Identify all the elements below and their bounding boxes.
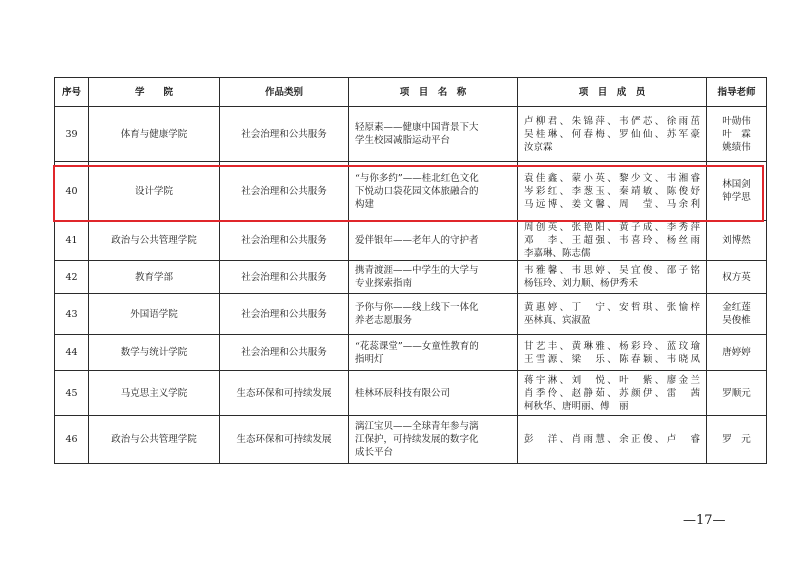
row-college: 教育学部	[89, 261, 220, 294]
advisor-line: 罗顺元	[722, 387, 751, 399]
advisor-line: 罗 元	[722, 434, 751, 445]
table-row-highlighted	[55, 162, 767, 221]
header-college: 学 院	[89, 78, 220, 107]
row-number: 39	[55, 107, 89, 162]
advisor-line: 权方英	[722, 271, 751, 283]
members-line: 周创英、张艳阳、黄子成、李秀萍	[524, 222, 700, 233]
advisor-line: 吴俊椎	[722, 315, 751, 326]
members-line: 吴桂琳、何春梅、罗仙仙、苏军豪	[524, 128, 700, 140]
row-number: 44	[55, 335, 89, 371]
project-line: 养老志愿服务	[355, 315, 413, 326]
row-category: 社会治理和公共服务	[220, 221, 349, 261]
row-college: 体育与健康学院	[89, 107, 220, 162]
row-project	[349, 221, 518, 261]
members-line: 卢柳君、朱锦萍、韦俨芯、徐雨茁	[524, 115, 700, 127]
members-line: 巫林真、宾淑盈	[524, 315, 591, 326]
row-college: 数学与统计学院	[89, 335, 220, 371]
members-line: 甘艺丰、黄琳雅、杨彩玲、蓝玟瑜	[524, 340, 700, 352]
row-members	[518, 371, 707, 416]
advisor-line: 刘博然	[722, 235, 751, 246]
project-line: 漓江宝贝——全球青年参与漓	[355, 421, 479, 432]
row-advisor	[707, 261, 767, 294]
project-line: 爱伴银年——老年人的守护者	[355, 235, 479, 246]
table-row	[55, 335, 767, 371]
row-number: 42	[55, 261, 89, 294]
members-line: 杨钰玲、刘力顺、杨伊秀禾	[524, 278, 639, 289]
row-members	[518, 416, 707, 464]
project-line: 成长平台	[355, 447, 394, 458]
row-number: 41	[55, 221, 89, 261]
row-members	[518, 221, 707, 261]
row-category: 社会治理和公共服务	[220, 294, 349, 335]
page-number: —17—	[683, 513, 726, 528]
members-line: 彭 洋、肖雨慧、余正俊、卢 睿	[524, 434, 700, 445]
advisor-line: 姚绩伟	[722, 141, 751, 153]
project-line: 专业探索指南	[355, 278, 413, 289]
advisor-line: 林国剑	[722, 179, 751, 190]
row-category: 生态环保和可持续发展	[220, 416, 349, 464]
project-line: 指明灯	[355, 353, 384, 365]
members-line: 韦雅馨、韦思婷、吴宜俊、邵子铭	[524, 265, 700, 276]
project-line: 桂林环辰科技有限公司	[355, 387, 451, 399]
header-category: 作品类别	[220, 78, 349, 107]
row-project	[349, 416, 518, 464]
table-row	[55, 294, 767, 335]
advisor-line: 唐婷婷	[722, 347, 751, 358]
row-category: 社会治理和公共服务	[220, 162, 349, 221]
project-line: 下悦动口袋花园文体旅融合的	[355, 185, 479, 197]
members-line: 袁佳鑫、蒙小英、黎少文、韦湘睿	[524, 172, 700, 184]
table-row	[55, 261, 767, 294]
row-category: 社会治理和公共服务	[220, 335, 349, 371]
project-line: “与你多约”——桂北红色文化	[355, 172, 479, 184]
results-table	[54, 77, 767, 464]
project-line: 携青渡涯——中学生的大学与	[355, 265, 479, 276]
row-members	[518, 162, 707, 221]
header-advisor: 指导老师	[707, 78, 767, 107]
project-line: “花蕊课堂”——女童性教育的	[355, 340, 479, 352]
project-line: 予你与你——线上线下一体化	[355, 302, 479, 313]
row-category: 社会治理和公共服务	[220, 107, 349, 162]
row-number: 40	[55, 162, 89, 221]
row-number: 46	[55, 416, 89, 464]
table-row	[55, 371, 767, 416]
project-line: 轻原素——健康中国背景下大	[355, 122, 479, 133]
table-header-row	[55, 78, 767, 107]
advisor-line: 钟学思	[722, 192, 751, 203]
row-advisor	[707, 416, 767, 464]
row-college: 马克思主义学院	[89, 371, 220, 416]
header-number: 序号	[55, 78, 89, 107]
row-project	[349, 294, 518, 335]
advisor-line: 金红莲	[722, 302, 751, 313]
row-advisor	[707, 335, 767, 371]
table-row	[55, 416, 767, 464]
row-category: 社会治理和公共服务	[220, 261, 349, 294]
row-project	[349, 371, 518, 416]
project-line: 学生校园减脂运动平台	[355, 135, 451, 146]
members-line: 邓 李、王超强、韦喜玲、杨丝雨	[524, 235, 700, 246]
row-project	[349, 335, 518, 371]
row-college: 设计学院	[89, 162, 220, 221]
row-category: 生态环保和可持续发展	[220, 371, 349, 416]
row-advisor	[707, 371, 767, 416]
members-line: 柯秋华、唐明丽、傅 丽	[524, 400, 629, 412]
members-line: 王雪源、梁 乐、陈春颖、韦晓凤	[524, 353, 700, 365]
row-college: 政治与公共管理学院	[89, 221, 220, 261]
row-members	[518, 261, 707, 294]
project-line: 江保护，可持续发展的数字化	[355, 434, 479, 445]
row-advisor	[707, 221, 767, 261]
table-row	[55, 221, 767, 261]
row-project	[349, 162, 518, 221]
row-advisor	[707, 107, 767, 162]
table-row	[55, 107, 767, 162]
row-members	[518, 107, 707, 162]
header-members: 项 目 成 员	[518, 78, 707, 107]
row-project	[349, 107, 518, 162]
row-college: 政治与公共管理学院	[89, 416, 220, 464]
members-line: 蒋宇淋、刘 悦、叶 紫、廖金兰	[524, 374, 700, 386]
advisor-line: 叶勋伟	[722, 115, 751, 127]
row-number: 43	[55, 294, 89, 335]
advisor-line: 叶 霖	[722, 128, 751, 140]
members-line: 肖季伶、赵静茹、苏颜伊、雷 茜	[524, 387, 700, 399]
members-line: 黄惠婷、丁 宁、安哲琪、张愉梓	[524, 302, 700, 313]
members-line: 马远博、姜文馨、周 莹、马余利	[524, 198, 700, 210]
row-college: 外国语学院	[89, 294, 220, 335]
members-line: 李嘉琳、陈志儒	[524, 248, 591, 259]
members-line: 岑彩红、李葱玉、秦靖敏、陈俊妤	[524, 185, 700, 197]
members-line: 汝京霖	[524, 141, 553, 153]
project-line: 构建	[355, 198, 375, 210]
row-advisor	[707, 294, 767, 335]
row-project	[349, 261, 518, 294]
row-number: 45	[55, 371, 89, 416]
row-members	[518, 335, 707, 371]
header-project-name: 项 目 名 称	[349, 78, 518, 107]
row-advisor	[707, 162, 767, 221]
row-members	[518, 294, 707, 335]
